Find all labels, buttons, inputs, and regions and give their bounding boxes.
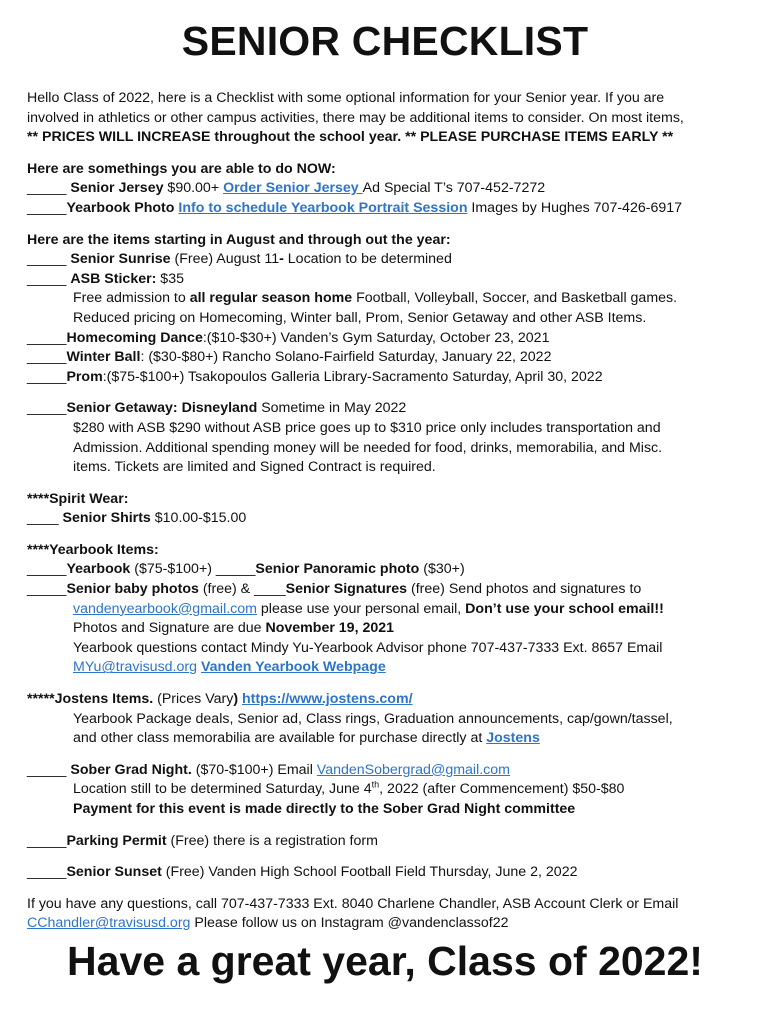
senior-shirts-item [27,509,747,529]
checklist-content [27,89,747,934]
intro-line-1: Hello Class of 2022, here is a Checklist with some optional information for your Senior year. If you are [27,90,665,106]
checkbox-blank: _____ [27,400,67,417]
sunrise-item [27,250,747,270]
jostens-url-link[interactable]: https://www.jostens.com/ [242,691,413,708]
page-title: SENIOR CHECKLIST [181,18,589,64]
yearbook-email-warning: Don’t use your school email!! [465,600,664,617]
sober-grad-item [27,761,747,781]
asb-price: $35 [156,270,184,287]
sober-grad-price: ($70-$100+) Email [191,761,317,778]
homecoming-label: Homecoming Dance [66,329,203,346]
jersey-label: Senior Jersey [70,180,164,197]
asb-detail-2: Reduced pricing on Homecoming, Winter ball, Prom, Senior Getaway and other ASB Items. [73,309,647,326]
senior-shirts-price: $10.00-$15.00 [150,510,247,527]
yearbook-heading: ****Yearbook Items: [27,541,159,558]
instagram-note: Please follow us on Instagram @vandenclassof22 [190,915,509,932]
yearbook-due-text: Photos and Signature are due [73,620,266,637]
parking-permit-item [27,832,747,852]
checkbox-blank: _____ [27,832,67,849]
sunrise-label: Senior Sunrise [70,251,171,268]
winter-ball-item [27,348,747,368]
jersey-vendor: Ad Special T’s 707-452-7272 [362,180,546,197]
checkbox-blank: _____ [27,329,67,346]
yearbook-photo-label: Yearbook Photo [66,199,175,216]
now-heading: Here are somethings you are able to do NOW: [27,160,336,177]
yearbook-email-note: please use your personal email, [256,600,466,617]
yearbook-item-row-1 [27,560,747,580]
asb-detail-bold: all regular season home [189,290,353,307]
checkbox-blank: ____ [254,581,286,598]
yearbook-contact-line: Yearbook questions contact Mindy Yu-Yearbook Advisor phone 707-437-7333 Ext. 8657 Email [73,639,663,656]
closing-message: Have a great year, Class of 2022! [67,938,703,984]
getaway-item [27,399,747,419]
yearbook-email-link[interactable]: vandenyearbook@gmail.com [73,600,257,617]
asb-detail-text: Free admission to [73,290,190,307]
senior-sunset-item [27,863,747,883]
panoramic-price: ($30+) [419,561,465,578]
prom-item [27,368,747,388]
checkbox-blank: _____ [27,270,71,287]
sober-grad-label: Sober Grad Night. [70,761,192,778]
sober-grad-location-rest: , 2022 (after Commencement) $50-$80 [379,781,625,798]
jostens-detail-1: Yearbook Package deals, Senior ad, Class rings, Graduation announcements, cap/gown/tassel, [73,710,673,727]
getaway-detail-2: Admission. Additional spending money will be needed for food, drinks, memorabilia, and Misc. [73,439,663,456]
checkbox-blank: _____ [27,581,67,598]
jostens-link[interactable]: Jostens [486,730,540,747]
asb-label: ASB Sticker: [70,270,157,287]
sunrise-date: (Free) August 11 [170,251,280,268]
yearbook-price: ($75-$100+) [130,561,216,578]
order-jersey-link[interactable]: Order Senior Jersey [223,180,363,197]
yearbook-due-date: November 19, 2021 [265,620,395,637]
yearbook-webpage-link[interactable]: Vanden Yearbook Webpage [200,659,386,676]
jostens-detail-2 [27,729,747,749]
checkbox-blank: _____ [27,864,67,881]
parking-permit-label: Parking Permit [66,832,167,849]
sober-grad-location-text: Location still to be determined Saturday, June 4 [73,781,372,798]
intro-line-2: involved in athletics or other campus activities, there may be additional items to consider. On most items, [27,109,684,126]
getaway-label: Senior Getaway: Disneyland [66,400,258,417]
checkbox-blank: _____ [27,199,67,216]
asb-detail-games: Football, Volleyball, Soccer, and Basketball games. [352,290,678,307]
checkbox-blank: _____ [27,368,67,385]
yearbook-email-line [27,600,747,620]
sober-grad-email-link[interactable]: VandenSobergrad@gmail.com [316,761,510,778]
spirit-heading: ****Spirit Wear: [27,490,129,507]
baby-photos-text: (free) & [198,581,255,598]
sober-grad-location [27,780,747,800]
asb-detail-1 [27,289,747,309]
jostens-prices-vary: (Prices Vary [153,691,234,708]
winter-ball-label: Winter Ball [66,349,141,366]
prom-label: Prom [66,368,103,385]
portrait-session-link[interactable]: Info to schedule Yearbook Portrait Session [178,199,468,216]
signatures-label: Senior Signatures [285,581,408,598]
getaway-detail-3: items. Tickets are limited and Signed Contract is required. [73,459,436,476]
senior-shirts-label: Senior Shirts [62,510,151,527]
asb-item [27,270,747,290]
jostens-detail-text: and other class memorabilia are available for purchase directly at [73,730,487,747]
intro-warning: ** PRICES WILL INCREASE throughout the school year. ** PLEASE PURCHASE ITEMS EARLY ** [27,129,674,146]
august-heading: Here are the items starting in August and through out the year: [27,231,451,248]
checkbox-blank: _____ [27,349,67,366]
senior-sunset-label: Senior Sunset [66,864,162,881]
senior-sunset-text: (Free) Vanden High School Football Field Thursday, June 2, 2022 [161,864,578,881]
contact-line-2 [27,914,747,934]
yearbook-due-line [27,619,747,639]
contact-line-1: If you have any questions, call 707-437-7333 Ext. 8040 Charlene Chandler, ASB Account Clerk or Email [27,895,679,912]
jostens-paren: ) [233,691,242,708]
checkbox-blank: _____ [27,761,71,778]
yearbook-photo-item [27,199,747,219]
getaway-detail-1: $280 with ASB $290 without ASB price goes up to $310 price only includes transportation and [73,419,661,436]
checkbox-blank: _____ [27,251,71,268]
homecoming-item [27,329,747,349]
winter-ball-details: : ($30-$80+) Rancho Solano-Fairfield Saturday, January 22, 2022 [140,349,552,366]
portrait-vendor: Images by Hughes 707-426-6917 [467,199,683,216]
jostens-heading-line [27,690,747,710]
jostens-heading: *****Jostens Items. [27,691,154,708]
yearbook-links-line [27,658,747,678]
checkbox-blank: _____ [215,561,256,578]
checkbox-blank: _____ [27,180,71,197]
panoramic-label: Senior Panoramic photo [255,561,420,578]
advisor-email-link[interactable]: MYu@travisusd.org [73,659,198,676]
jersey-item [27,179,747,199]
sunrise-dash: - [279,251,284,268]
checkbox-blank: ____ [27,510,63,527]
yearbook-item-row-2 [27,580,747,600]
parking-permit-text: (Free) there is a registration form [166,832,378,849]
homecoming-details: :($10-$30+) Vanden’s Gym Saturday, October 23, 2021 [202,329,550,346]
signatures-text: (free) Send photos and signatures to [407,581,642,598]
sober-grad-payment: Payment for this event is made directly to the Sober Grad Night committee [73,801,576,817]
sunrise-location: Location to be determined [283,251,452,268]
getaway-date: Sometime in May 2022 [257,400,407,417]
baby-photos-label: Senior baby photos [66,581,199,598]
jersey-price: $90.00+ [163,180,224,197]
chandler-email-link[interactable]: CChandler@travisusd.org [27,915,191,932]
prom-details: :($75-$100+) Tsakopoulos Galleria Library-Sacramento Saturday, April 30, 2022 [102,368,603,385]
checkbox-blank: _____ [27,561,67,578]
yearbook-label: Yearbook [66,561,131,578]
ordinal-suffix: th [371,779,380,790]
